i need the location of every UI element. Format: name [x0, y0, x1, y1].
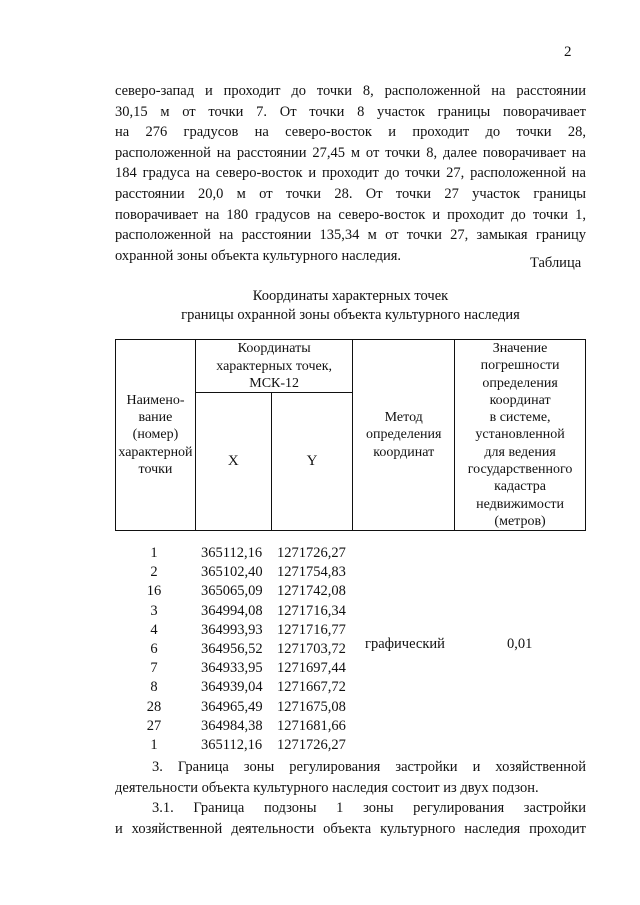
paragraph-regulation-zone: [115, 757, 586, 798]
text-line: поворачивает на 180 градусов на северо-восток и проходит до точки 1,: [115, 206, 586, 223]
x-coordinate: 364956,52: [201, 640, 263, 657]
text-line: и хозяйственной деятельности объекта культурного наследия проходит: [115, 820, 586, 837]
header-method: Метод определения координат: [353, 340, 455, 531]
y-coordinate: 1271667,72: [277, 679, 346, 696]
header-point-name: Наимено- вание (номер) характерной точки: [116, 340, 196, 531]
y-coordinate: 1271754,83: [277, 564, 346, 581]
y-coordinate: 1271697,44: [277, 660, 346, 677]
table-row: [115, 582, 586, 601]
point-number: 16: [146, 583, 162, 600]
y-coordinate: 1271726,27: [277, 736, 346, 753]
table-row: [115, 659, 586, 678]
x-coordinate: 364933,95: [201, 660, 263, 677]
y-coordinate: 1271716,34: [277, 602, 346, 619]
x-coordinate: 364939,04: [201, 679, 263, 696]
table-row: [115, 736, 586, 755]
coordinates-table-header: [115, 339, 586, 531]
point-number: 6: [150, 640, 158, 657]
point-number: 7: [150, 660, 158, 677]
table-row: [115, 678, 586, 697]
point-number: 27: [146, 717, 162, 734]
text-line: на 276 градусов на северо-восток и проходит до точки 28,: [115, 124, 586, 141]
table-row: [115, 563, 586, 582]
y-coordinate: 1271742,08: [277, 583, 346, 600]
table-label: Таблица: [530, 255, 582, 271]
paragraph-boundary-description: [115, 81, 586, 266]
x-coordinate: 365112,16: [201, 545, 263, 561]
table-caption-line: Координаты характерных точек: [252, 288, 449, 304]
table-caption-line: границы охранной зоны объекта культурного наследия: [181, 307, 520, 323]
text-line: 184 градуса на северо-восток и проходит до точки 27, расположенной на: [115, 165, 586, 182]
header-y: Y: [271, 393, 353, 531]
x-coordinate: 365102,40: [201, 564, 263, 581]
point-number: 2: [150, 564, 158, 581]
text-line: расположенной на расстоянии 135,34 м от точки 27, замыкая границу: [115, 227, 586, 244]
header-coordinates: Координаты характерных точек, МСК-12: [195, 340, 352, 393]
y-coordinate: 1271726,27: [277, 545, 346, 561]
method-value: графический: [365, 636, 445, 652]
text-line: расстоянии 20,0 м от точки 28. От точки 27 участок границы: [115, 185, 586, 202]
text-line: 3.1. Граница подзоны 1 зоны регулирования застройки: [152, 800, 586, 816]
y-coordinate: 1271716,77: [277, 621, 346, 638]
header-error: Значение погрешности определения координат в системе, установленной для ведения государственного кадастра недвижимости (метров): [455, 340, 586, 531]
x-coordinate: 365112,16: [201, 736, 263, 753]
text-line: 3. Граница зоны регулирования застройки и хозяйственной: [152, 759, 586, 775]
x-coordinate: 364984,38: [201, 717, 263, 734]
text-line: деятельности объекта культурного наследия состоит из двух подзон.: [115, 779, 539, 796]
point-number: 8: [150, 679, 158, 696]
point-number: 1: [150, 545, 158, 561]
error-value: 0,01: [507, 636, 533, 652]
table-row: [115, 717, 586, 736]
text-line: 30,15 м от точки 7. От точки 8 участок границы поворачивает: [115, 103, 586, 120]
y-coordinate: 1271703,72: [277, 640, 346, 657]
paragraph-subzone-1: [115, 798, 586, 839]
text-line: расположенной на расстоянии 27,45 м от точки 8, далее поворачивает на: [115, 144, 586, 161]
point-number: 4: [150, 621, 158, 638]
x-coordinate: 364994,08: [201, 602, 263, 619]
x-coordinate: 365065,09: [201, 583, 263, 600]
table-row: [115, 698, 586, 717]
point-number: 1: [150, 736, 158, 753]
header-x: X: [195, 393, 271, 531]
table-caption: [115, 287, 586, 325]
text-line: северо-запад и проходит до точки 8, расположенной на расстоянии: [115, 83, 586, 99]
text-line: охранной зоны объекта культурного наследия.: [115, 247, 402, 264]
y-coordinate: 1271675,08: [277, 698, 346, 715]
point-number: 28: [146, 698, 162, 715]
page-number: 2: [564, 44, 572, 60]
x-coordinate: 364965,49: [201, 698, 263, 715]
point-number: 3: [150, 602, 158, 619]
y-coordinate: 1271681,66: [277, 717, 346, 734]
table-row: [115, 602, 586, 621]
table-row: [115, 544, 586, 563]
x-coordinate: 364993,93: [201, 621, 263, 638]
